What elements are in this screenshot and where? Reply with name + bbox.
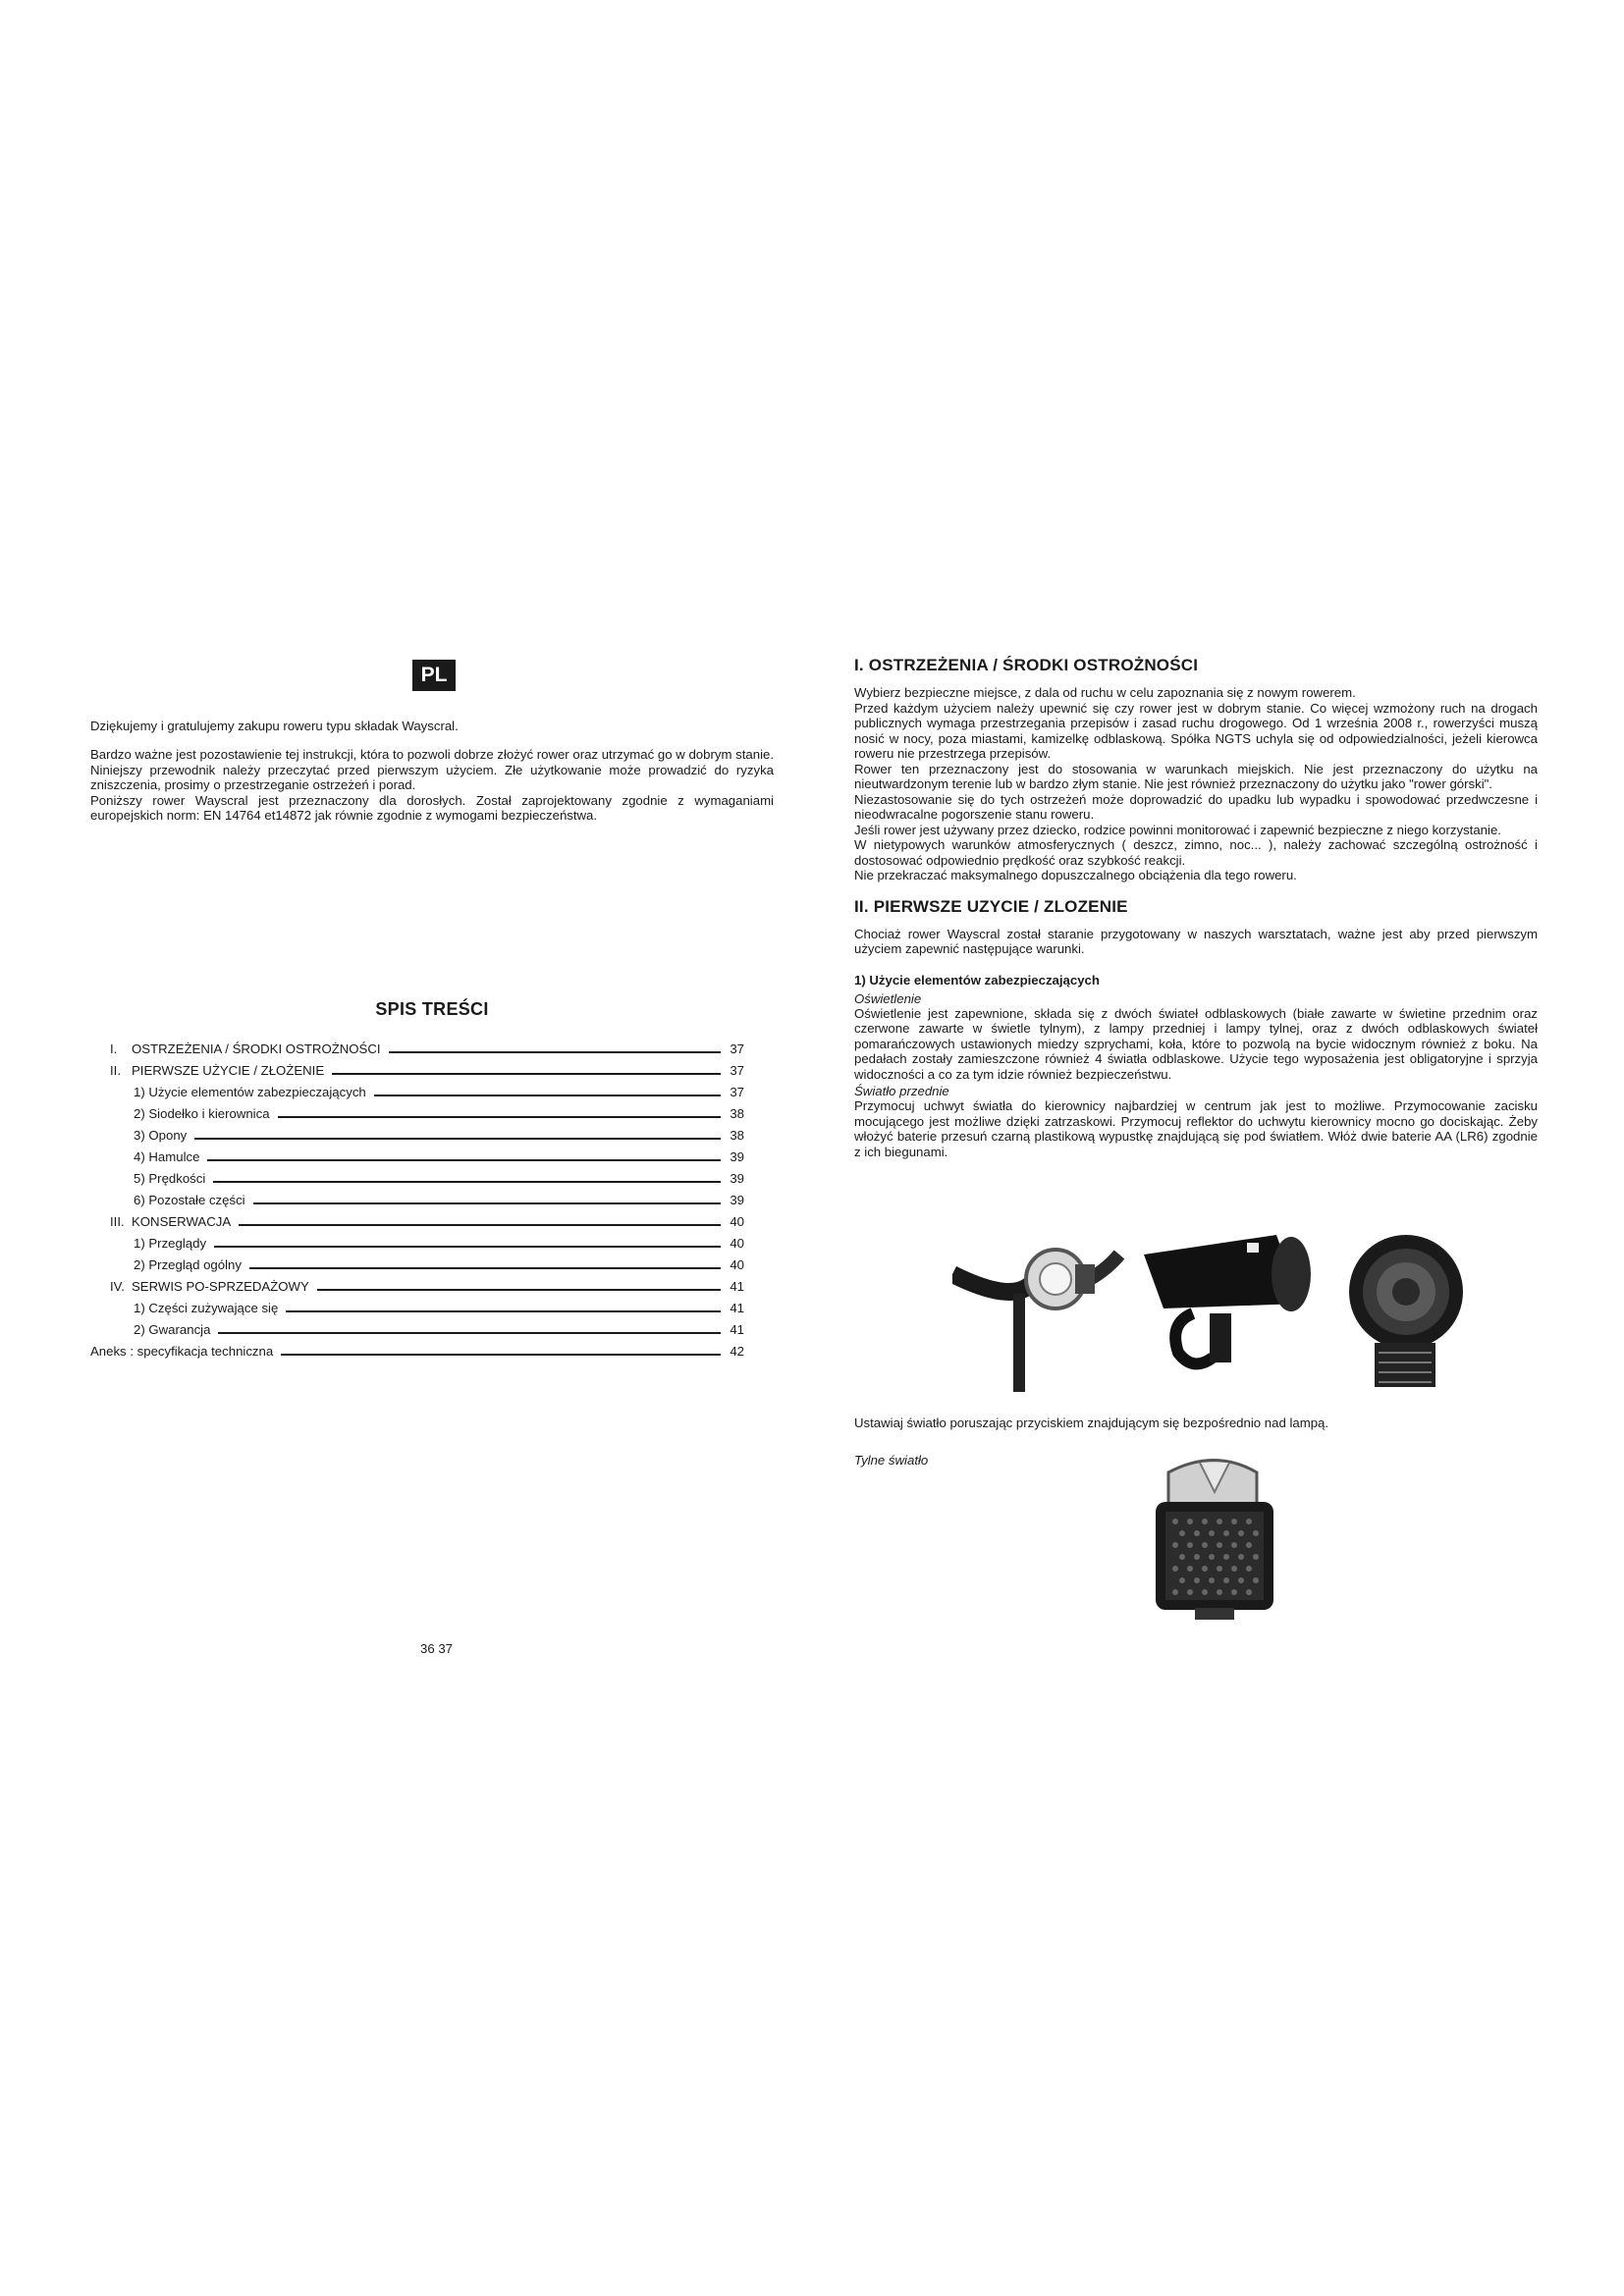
toc-leader-line: [332, 1073, 721, 1075]
rear-light-image: [1141, 1453, 1288, 1622]
toc-leader-line: [389, 1051, 721, 1053]
toc-page: 40: [730, 1257, 744, 1272]
toc-label: [110, 1257, 242, 1272]
toc-label: [90, 1344, 273, 1359]
section-1-paragraph: Rower ten przeznaczony jest do stosowania w warunkach miejskich. Nie jest przeznaczony do użytku na nieutwardzonym terenie lub w bardzo złym stanie. Nie jest również przeznaczony do użytku jako "rower górski".: [854, 761, 1538, 791]
toc-page: 37: [730, 1041, 744, 1056]
toc-label: [110, 1279, 309, 1294]
toc-label-text: 5) Prędkości: [134, 1171, 206, 1186]
toc-row: [90, 1344, 744, 1365]
toc-page: 41: [730, 1279, 744, 1294]
toc-row: [110, 1063, 744, 1085]
toc-row: [110, 1106, 744, 1128]
toc-label: [110, 1193, 245, 1207]
intro-text: Bardzo ważne jest pozostawienie tej instrukcji, która to pozwoli dobrze złożyć rower oraz utrzymać go w dobrym stanie. Niniejszy przewodnik należy przeczytać przed pierwszym użyciem. Złe użytkowanie może prowadzić do ryzyka zniszczenia, prosimy o przestrzeganie ostrzeżeń i porad. Poniższy rower Wayscral jest przeznaczony dla dorosłych. Został zaprojektowany zgodnie z wymaganiami europejskich norm: EN 14764 et14872 jak równie zgodnie z wymogami bezpieczeństwa.: [90, 747, 774, 823]
toc-label-text: 6) Pozostałe części: [134, 1193, 245, 1207]
toc-label: [110, 1085, 366, 1099]
front-light-mounted-image: [952, 1235, 1119, 1397]
toc-page: 37: [730, 1085, 744, 1099]
section-1-paragraph: Przed każdym użyciem należy upewnić się czy rower jest w dobrym stanie. Co więcej wzmożony ruch na drogach publicznych wymaga przestrzegania przepisów i zasad ruchu drogowego. Od 1 września 2008 r., rowerzyści muszą nosić w nocy, poza miastami, kamizelkę odblaskową. Spółka NGTS uchyla się od odpowiedzialności, jeżeli kierowca roweru nie przestrzega przepisów.: [854, 700, 1538, 761]
toc-page: 38: [730, 1128, 744, 1143]
toc-row: [110, 1041, 744, 1063]
toc-label-text: 3) Opony: [134, 1128, 188, 1143]
toc-label-text: PIERWSZE UŻYCIE / ZŁOŻENIE: [132, 1063, 325, 1078]
toc-label: [110, 1106, 270, 1121]
toc-label-text: OSTRZEŻENIA / ŚRODKI OSTROŻNOŚCI: [132, 1041, 381, 1056]
toc-label-text: 4) Hamulce: [134, 1149, 200, 1164]
toc-row: [110, 1322, 744, 1344]
toc-leader-line: [249, 1267, 721, 1269]
toc-page: 38: [730, 1106, 744, 1121]
toc-row: [110, 1149, 744, 1171]
rear-light-label: Tylne światło: [854, 1453, 929, 1468]
page-number: 36 37: [420, 1641, 454, 1656]
section-1-paragraph: Jeśli rower jest używany przez dziecko, rodzice powinni monitorować i zapewnić bezpieczne z niego korzystanie.: [854, 822, 1501, 837]
toc-label: [110, 1322, 210, 1337]
toc-label: [110, 1236, 206, 1251]
section-1-paragraph: Nie przekraczać maksymalnego dopuszczalnego obciążenia dla tego roweru.: [854, 868, 1297, 882]
toc-number: III.: [110, 1214, 125, 1229]
intro-thanks: Dziękujemy i gratulujemy zakupu roweru typu składak Wayscral.: [90, 719, 459, 733]
toc-leader-line: [317, 1289, 721, 1291]
toc-number: II.: [110, 1063, 121, 1078]
toc-row: [110, 1193, 744, 1214]
toc-number: IV.: [110, 1279, 125, 1294]
toc-label-text: 2) Przegląd ogólny: [134, 1257, 242, 1272]
toc-page: 40: [730, 1214, 744, 1229]
section-1-paragraph: Wybierz bezpieczne miejsce, z dala od ruchu w celu zapoznania się z nowym rowerem.: [854, 685, 1356, 700]
toc-row: [110, 1171, 744, 1193]
toc-label-text: 1) Przeglądy: [134, 1236, 207, 1251]
toc-leader-line: [207, 1159, 721, 1161]
toc-leader-line: [213, 1181, 721, 1183]
section-2-intro: Chociaż rower Wayscral został staranie przygotowany w naszych warsztatach, ważne jest aby przed pierwszym użyciem zapewnić następujące warunki.: [854, 926, 1538, 956]
toc-page: 41: [730, 1301, 744, 1315]
toc-page: 39: [730, 1171, 744, 1186]
toc-leader-line: [194, 1138, 721, 1140]
toc-row: [110, 1128, 744, 1149]
front-light-photos: [952, 1235, 1483, 1397]
toc-leader-line: [278, 1116, 721, 1118]
lighting-text: Oświetlenie jest zapewnione, składa się z dwóch świateł odblaskowych (białe zawarte w świetine przednim oraz czerwone zawarte w świetle tylnym), z lampy przedniej i lampy tylnej, oraz z dwóch odblaskowych świateł pomarańczowych ustawionych miedzy szprychami, koła, które to pozwolą na bycie widocznym również z boku. Na pedałach zostały zamieszczone również 4 światła odblaskowe. Użycie tego wyposażenia jest obligatoryjne i sprzyja widoczności a co za tym idzie również bezpieczeństwu.: [854, 1005, 1538, 1082]
subsection-1-title: 1) Użycie elementów zabezpieczających: [854, 972, 1100, 988]
right-column: [854, 656, 1538, 1161]
toc-label: [110, 1041, 381, 1056]
language-badge: PL: [412, 660, 456, 691]
toc-label: [110, 1171, 205, 1186]
toc-leader-line: [218, 1332, 721, 1334]
toc-page: 39: [730, 1193, 744, 1207]
toc-number: I.: [110, 1041, 118, 1056]
toc-row: [110, 1301, 744, 1322]
toc-title: SPIS TREŚCI: [375, 999, 489, 1019]
section-2-title: II. PIERWSZE UZYCIE / ZLOZENIE: [854, 896, 1128, 916]
toc-leader-line: [253, 1202, 721, 1204]
toc-page: 40: [730, 1236, 744, 1251]
toc-row: [110, 1257, 744, 1279]
section-1-paragraph: W nietypowych warunków atmosferycznych ( deszcz, zimno, noc... ), należy zachować szczególną ostrożność i dostosować odpowiednio prędkość oraz szybkość reakcji.: [854, 837, 1538, 868]
section-1-title: I. OSTRZEŻENIA / ŚRODKI OSTROŻNOŚCI: [854, 656, 1199, 674]
toc-row: [110, 1236, 744, 1257]
adjust-light-text: Ustawiaj światło poruszając przyciskiem znajdującym się bezpośrednio nad lampą.: [854, 1415, 1329, 1430]
toc-page: 42: [730, 1344, 744, 1359]
toc-leader-line: [281, 1354, 721, 1356]
toc-label-text: 2) Gwarancja: [134, 1322, 211, 1337]
toc-leader-line: [374, 1095, 721, 1096]
front-light-bracket-image: [1144, 1235, 1311, 1363]
toc-label-text: 2) Siodełko i kierownica: [134, 1106, 270, 1121]
section-1-body: [854, 685, 1538, 883]
toc-leader-line: [239, 1224, 721, 1226]
toc-leader-line: [214, 1246, 721, 1248]
toc-page: 37: [730, 1063, 744, 1078]
toc-row: [110, 1085, 744, 1106]
toc-leader-line: [286, 1310, 721, 1312]
toc-label-text: 1) Części zużywające się: [134, 1301, 279, 1315]
toc-label: [110, 1063, 324, 1078]
toc-label: [110, 1128, 187, 1143]
toc-page: 41: [730, 1322, 744, 1337]
front-light-text: Przymocuj uchwyt światła do kierownicy najbardziej w centrum jak jest to możliwe. Przymocowanie zacisku mocującego jest możliwe dzięki zatrzaskowi. Przymocuj reflektor do uchwytu kierownicy mocno go dociskając. Żeby włożyć baterie przesuń czarną plastikową wypustkę znajdującą się pod światłem. Włóż dwie baterie AA (LR6) zgodnie z ich biegunami.: [854, 1098, 1538, 1159]
toc-label-text: 1) Użycie elementów zabezpieczających: [134, 1085, 366, 1099]
lighting-label: Oświetlenie: [854, 990, 922, 1006]
toc-label-text: KONSERWACJA: [132, 1214, 232, 1229]
front-light-front-view-image: [1349, 1235, 1463, 1387]
section-1-paragraph: Niezastosowanie się do tych ostrzeżeń może doprowadzić do upadku lub wypadku i spowodować przedwczesne i nieodwracalne pogorszenie stanu roweru.: [854, 791, 1538, 822]
toc-label: [110, 1149, 199, 1164]
toc-page: 39: [730, 1149, 744, 1164]
toc-label-text: Aneks : specyfikacja techniczna: [90, 1344, 274, 1359]
toc-row: [110, 1214, 744, 1236]
toc-row: [110, 1279, 744, 1301]
front-light-label: Światło przednie: [854, 1084, 949, 1098]
table-of-contents: [90, 1041, 744, 1365]
toc-label-text: SERWIS PO-SPRZEDAŻOWY: [132, 1279, 309, 1294]
toc-label: [110, 1214, 231, 1229]
toc-label: [110, 1301, 278, 1315]
